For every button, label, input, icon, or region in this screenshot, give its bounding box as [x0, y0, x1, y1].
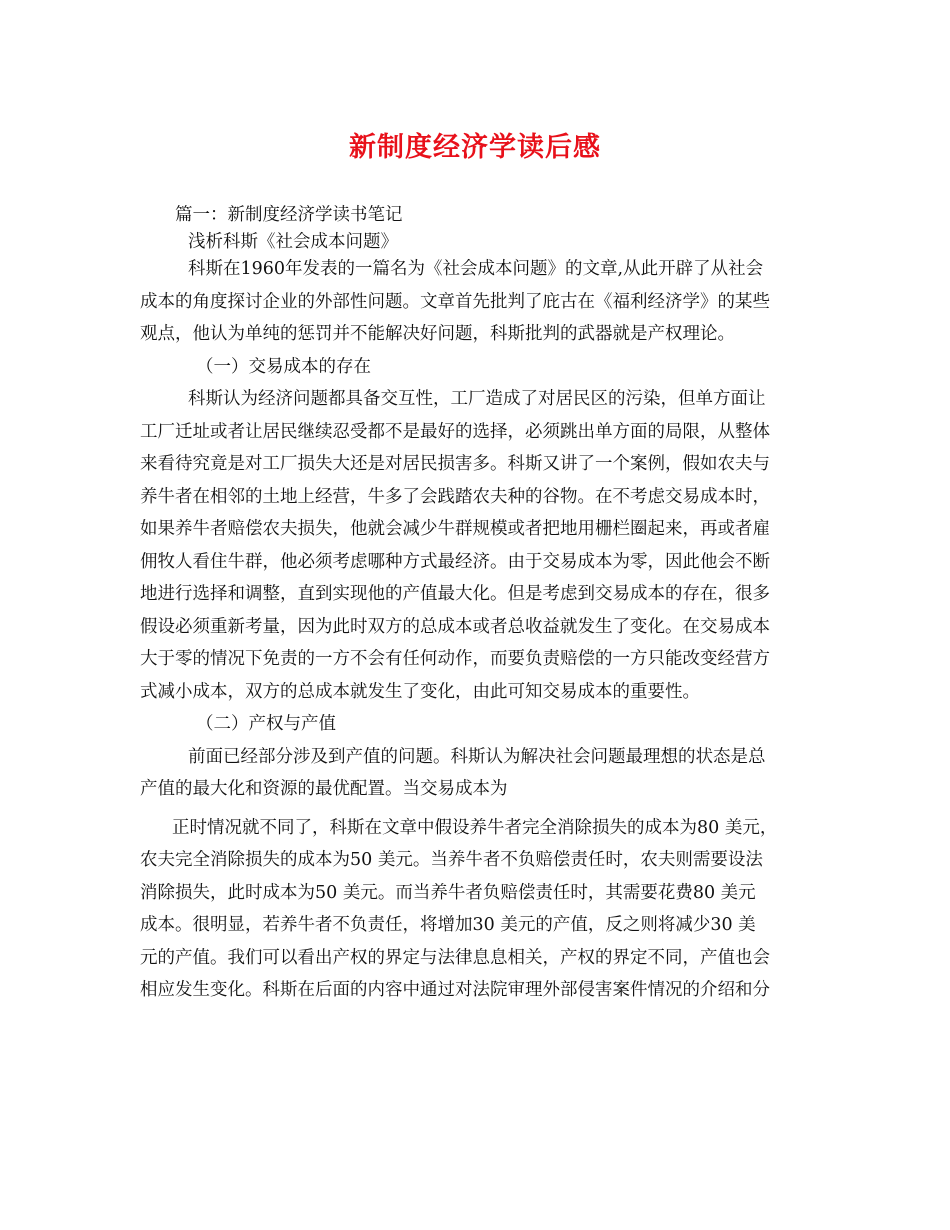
- paragraph-line: 科斯在1960年发表的一篇名为《社会成本问题》的文章,从此开辟了从社会: [188, 259, 764, 279]
- paragraph-line: 科斯认为经济问题都具备交互性，工厂造成了对居民区的污染，但单方面让: [188, 389, 766, 409]
- document-body: [140, 203, 815, 1011]
- subsection-heading: （一）交易成本的存在: [196, 356, 371, 377]
- document-title: 新制度经济学读后感: [349, 132, 601, 163]
- paragraph-line: 农夫完全消除损失的成本为50 美元。当养牛者不负赔偿责任时，农夫则需要设法: [140, 850, 763, 870]
- paragraph-line: 观点，他认为单纯的惩罚并不能解决好问题，科斯批判的武器就是产权理论。: [140, 324, 735, 344]
- paragraph-line: 佣牧人看住牛群，他必须考虑哪种方式最经济。由于交易成本为零，因此他会不断: [140, 551, 770, 572]
- paragraph-line: 产值的最大化和资源的最优配置。当交易成本为: [140, 779, 508, 799]
- paragraph-line: 养牛者在相邻的土地上经营，牛多了会践踏农夫种的谷物。在不考虑交易成本时，: [140, 486, 770, 507]
- paragraph-line: 相应发生变化。科斯在后面的内容中通过对法院审理外部侵害案件情况的介绍和分: [140, 980, 770, 1000]
- paragraph-line: 假设必须重新考量，因为此时双方的总成本或者总收益就发生了变化。在交易成本: [140, 616, 770, 637]
- subsection-heading: （二）产权与产值: [196, 714, 336, 734]
- paragraph-line: 式减小成本，双方的总成本就发生了变化，由此可知交易成本的重要性。: [140, 681, 700, 702]
- paragraph-line: 大于零的情况下免责的一方不会有任何动作，而要负责赔偿的一方只能改变经营方: [140, 649, 770, 669]
- paragraph-line: 成本的角度探讨企业的外部性问题。文章首先批判了庇古在《福利经济学》的某些: [140, 291, 770, 312]
- paragraph-line: 地进行选择和调整，直到实现他的产值最大化。但是考虑到交易成本的存在，很多: [140, 584, 770, 604]
- paragraph-line: 来看待究竟是对工厂损失大还是对居民损害多。科斯又讲了一个案例，假如农夫与: [140, 454, 770, 474]
- paragraph-line: 工厂迁址或者让居民继续忍受都不是最好的选择，必须跳出单方面的局限，从整体: [140, 421, 770, 442]
- paragraph-line: 正时情况就不同了，科斯在文章中假设养牛者完全消除损失的成本为80 美元，: [172, 817, 778, 838]
- paragraph-line: 前面已经部分涉及到产值的问题。科斯认为解决社会问题最理想的状态是总: [188, 746, 766, 767]
- article-subtitle: 浅析科斯《社会成本问题》: [188, 232, 398, 252]
- paragraph-line: 消除损失，此时成本为50 美元。而当养牛者负赔偿责任时，其需要花费80 美元: [140, 882, 756, 903]
- paragraph-line: 如果养牛者赔偿农夫损失，他就会减少牛群规模或者把地用栅栏圈起来，再或者雇: [140, 519, 770, 539]
- paragraph-line: 成本。很明显，若养牛者不负责任，将增加30 美元的产值，反之则将减少30 美: [140, 915, 756, 935]
- section-heading: 篇一：新制度经济学读书笔记: [175, 205, 403, 225]
- paragraph-line: 元的产值。我们可以看出产权的界定与法律息息相关，产权的界定不同，产值也会: [140, 947, 770, 968]
